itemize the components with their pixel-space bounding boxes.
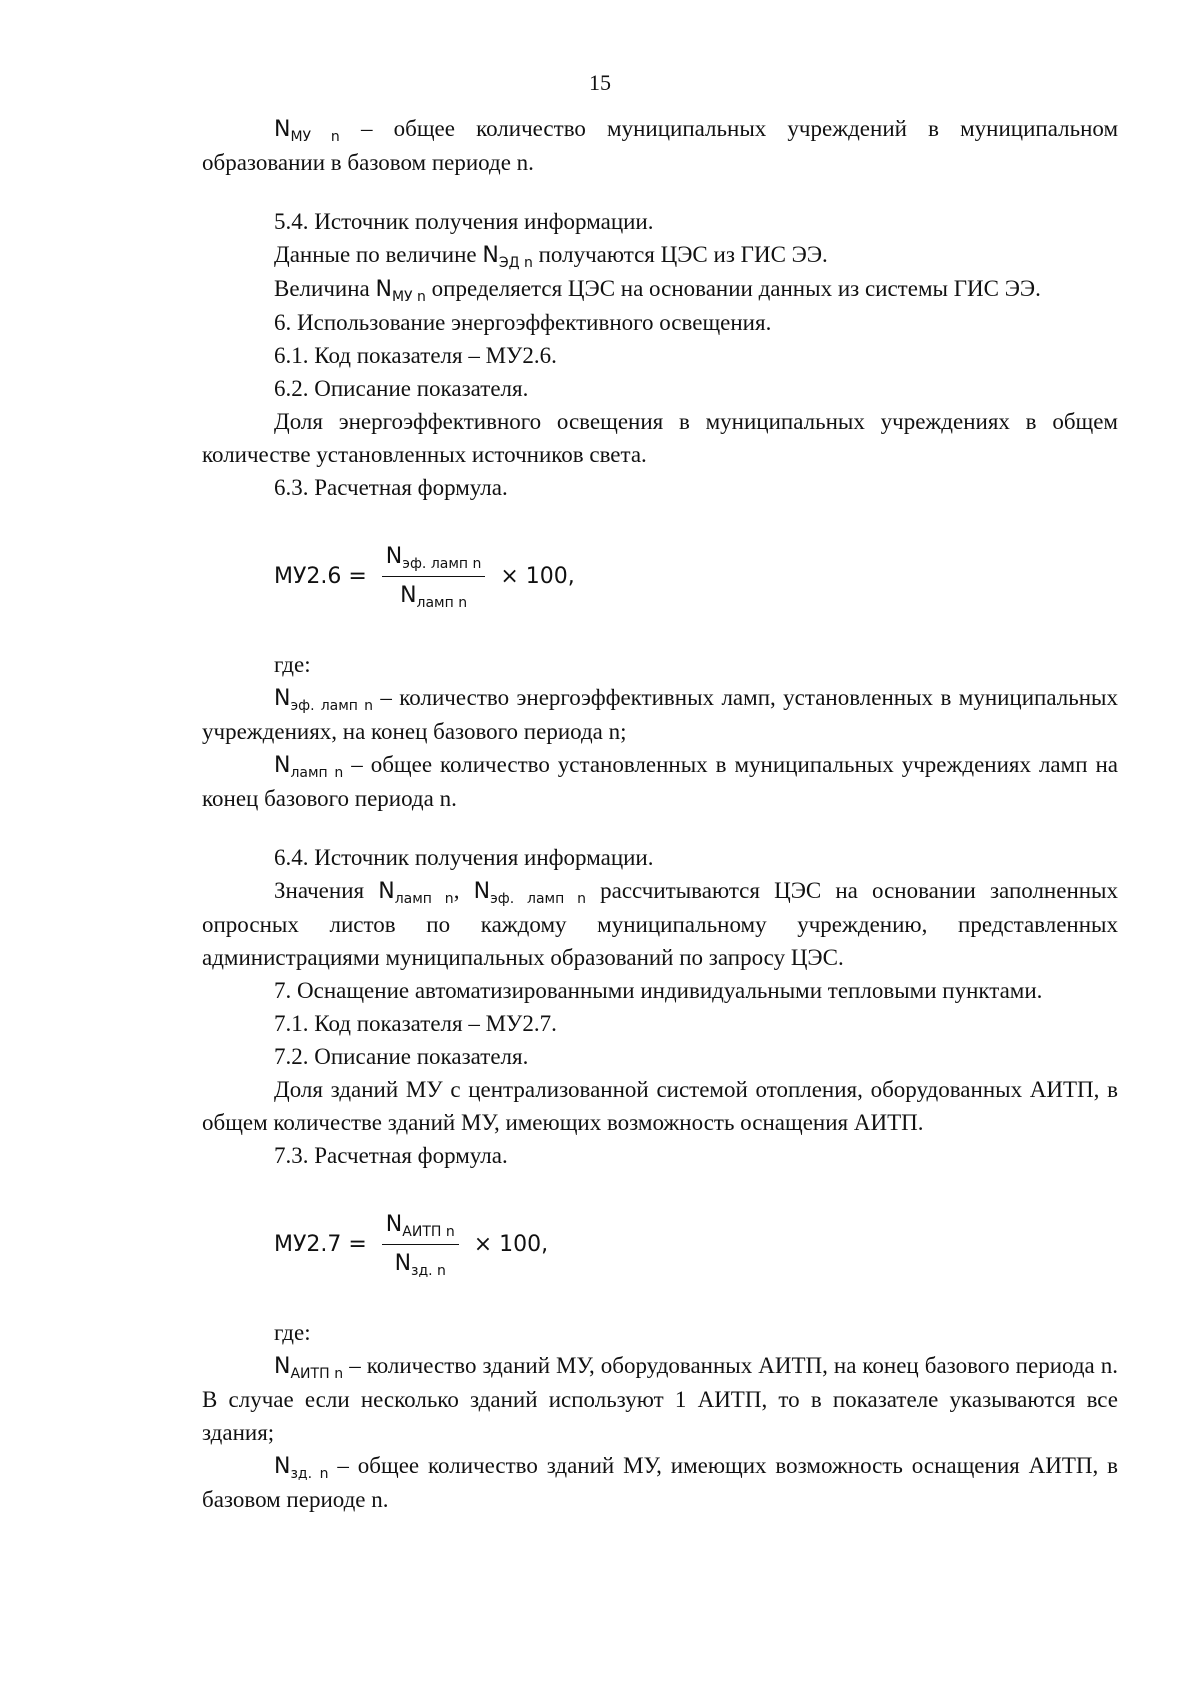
math-symbol: $N_{ламп n}$ bbox=[274, 753, 344, 781]
formula-denominator: $N_{ламп n}$ bbox=[400, 582, 468, 611]
formula-lhs: МУ2.7 = bbox=[274, 1231, 374, 1257]
math-symbol: $N_{ЭД n}$ bbox=[482, 243, 533, 271]
section-7-2: 7.2. Описание показателя. bbox=[274, 1044, 529, 1069]
math-symbol: $N_{АИТП n}$ bbox=[274, 1354, 344, 1382]
math-symbol: $N_{ламп n}$ bbox=[378, 879, 454, 907]
math-symbol: $N_{МУ n}$ bbox=[274, 117, 340, 145]
definition-n-buildings: $N_{зд. n}$ – общее количество зданий МУ, имеющих возможность оснащения АИТП, в базовом периоде n. bbox=[202, 1453, 1118, 1512]
definition-n-lamps: $N_{ламп n}$ – общее количество установленных в муниципальных учреждениях ламп на конец базового периода n. bbox=[202, 752, 1118, 811]
where-label: где: bbox=[274, 1320, 311, 1345]
section-7-1: 7.1. Код показателя – МУ2.7. bbox=[274, 1011, 557, 1036]
math-symbol: $N_{МУ n}$ bbox=[375, 277, 426, 305]
section-6-heading: 6. Использование энергоэффективного освещения. bbox=[274, 310, 772, 335]
formula-mu-2-7 bbox=[274, 1198, 1118, 1290]
where-label: где: bbox=[274, 652, 311, 677]
paragraph-data-source: Данные по величине $N_{ЭД n}$ получаются ЦЭС из ГИС ЭЭ. bbox=[274, 242, 828, 271]
section-7-3: 7.3. Расчетная формула. bbox=[274, 1143, 508, 1168]
section-6-4-text: Значения $N_{ламп n}$, $N_{эф. ламп n}$ рассчитываются ЦЭС на основании заполненных опросных листов по каждому муниципальному учреждению, представленных администрациями муниципальных образований по запросу ЦЭС. bbox=[202, 878, 1119, 970]
math-symbol: $N_{эф. ламп n}$ bbox=[274, 686, 373, 714]
math-symbol: $N_{зд. n}$ bbox=[274, 1454, 329, 1482]
formula-numerator: $N_{АИТП n}$ bbox=[382, 1211, 459, 1245]
formula-rhs: × 100, bbox=[466, 1231, 549, 1257]
definition-n-aitp: $N_{АИТП n}$ – количество зданий МУ, оборудованных АИТП, на конец базового периода n. В случае если несколько зданий используют 1 АИТП, то в показателе указываются все здания; bbox=[202, 1353, 1118, 1445]
definition-n-eff-lamps: $N_{эф. ламп n}$ – количество энергоэффективных ламп, установленных в муниципальных учреждениях, на конец базового периода n; bbox=[202, 685, 1118, 744]
section-6-2: 6.2. Описание показателя. bbox=[274, 376, 529, 401]
formula-fraction bbox=[382, 1211, 459, 1278]
page-number: 15 bbox=[589, 70, 611, 95]
section-6-3: 6.3. Расчетная формула. bbox=[274, 475, 508, 500]
section-6-4-heading: 6.4. Источник получения информации. bbox=[274, 845, 654, 870]
formula-lhs: МУ2.6 = bbox=[274, 563, 374, 589]
math-symbol: $N_{эф. ламп n}$ bbox=[473, 879, 586, 907]
section-5-4-heading: 5.4. Источник получения информации. bbox=[274, 209, 654, 234]
section-7-heading: 7. Оснащение автоматизированными индивидуальными тепловыми пунктами. bbox=[274, 978, 1043, 1003]
formula-numerator: $N_{эф. ламп n}$ bbox=[382, 543, 486, 577]
formula-rhs: × 100, bbox=[493, 563, 575, 589]
formula-mu-2-6 bbox=[274, 530, 1118, 622]
formula-fraction bbox=[382, 543, 486, 610]
section-7-2-text: Доля зданий МУ с централизованной системой отопления, оборудованных АИТП, в общем количестве зданий МУ, имеющих возможность оснащения АИТП. bbox=[202, 1077, 1118, 1135]
page-content bbox=[202, 112, 1118, 1516]
section-6-2-text: Доля энергоэффективного освещения в муниципальных учреждениях в общем количестве установленных источников света. bbox=[202, 409, 1118, 467]
paragraph-value-source: Величина $N_{МУ n}$ определяется ЦЭС на основании данных из системы ГИС ЭЭ. bbox=[274, 276, 1041, 305]
formula-denominator: $N_{зд. n}$ bbox=[394, 1250, 446, 1279]
section-6-1: 6.1. Код показателя – МУ2.6. bbox=[274, 343, 557, 368]
definition-n-mu: $N_{МУ n}$ – общее количество муниципальных учреждений в муниципальном образовании в базовом периоде n. bbox=[202, 116, 1118, 175]
